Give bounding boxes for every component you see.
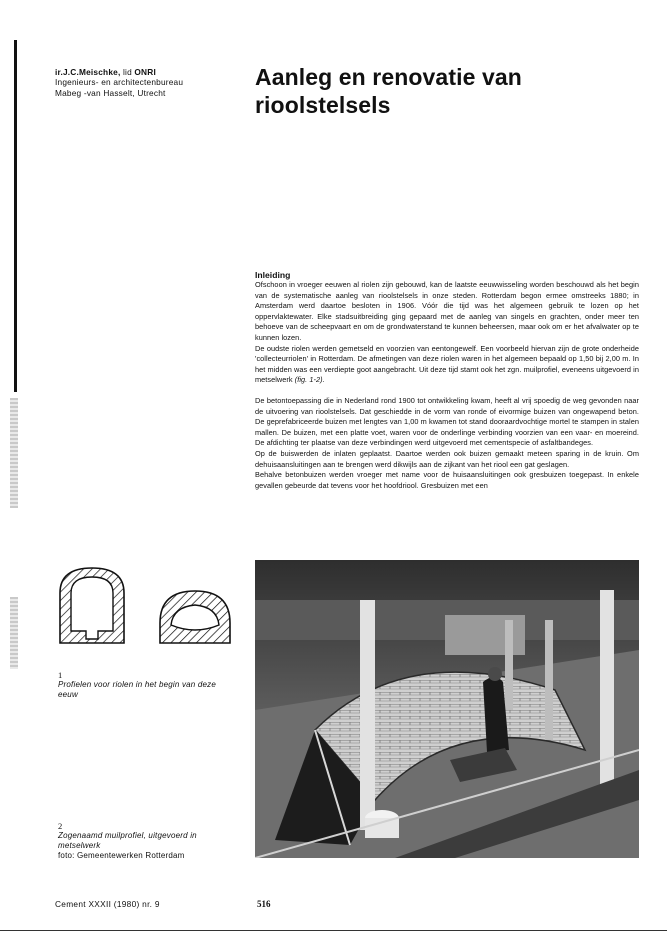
author-member: lid bbox=[122, 67, 132, 77]
author-org: ONRI bbox=[134, 67, 156, 77]
paragraph: Op de buiswerden de inlaten geplaatst. Daartoe werden ook buizen gemaakt meteen sparing in de kruin. Om dehuisaansluitingen aan te brengen werd dikwijls aan de zijkant van het riool een gat geslagen. bbox=[255, 448, 639, 469]
figure-1-caption bbox=[58, 670, 238, 700]
author-name: ir.J.C.Meischke, bbox=[55, 67, 121, 77]
margin-rule bbox=[14, 40, 17, 392]
section-heading: Inleiding bbox=[255, 270, 291, 280]
author-location: Mabeg -van Hasselt, Utrecht bbox=[55, 87, 166, 98]
figure-2-photo bbox=[255, 560, 639, 858]
figure-reference: (fig. 1-2). bbox=[294, 375, 325, 385]
mouth-profile-drawing bbox=[160, 591, 230, 643]
caption-text: Zogenaamd muilprofiel, uitgevoerd in metselwerk bbox=[58, 831, 197, 850]
caption-text: Profielen voor riolen in het begin van deze eeuw bbox=[58, 680, 217, 699]
paragraph: Behalve betonbuizen werden vroeger met name voor de huisaansluitingen ook gresbuizen toegepast. In enkele gevallen gebeurde dat tevens voor het hoofdriool. Gresbuizen met een bbox=[255, 470, 639, 490]
article-title: Aanleg en renovatie van rioolstelsels bbox=[255, 64, 522, 118]
scan-margin-mark bbox=[10, 398, 18, 508]
figure-1-profiles bbox=[55, 563, 235, 663]
journal-footer: Cement XXXII (1980) nr. 9 bbox=[55, 899, 160, 909]
paragraph: Ofschoon in vroeger eeuwen al riolen zijn gebouwd, kan de laatste eeuwwisseling worden beschouwd als het begin van de systematische aanleg van rioolstelsels in onze steden. Rotterdam begon ermee omstreeks 1880; in Amsterdam werd daartoe besloten in 1906. Vóór die tijd was het algemeen gebruik te lozen op het oppervlaktewater. Elke stadsuitbreiding ging gepaard met de aanleg van singels en grachten, onder meer ten behoeve van de scheepvaart en om de grondwaterstand te kunnen beheersen, maar ook om er het afvalwater op te kunnen lozen. bbox=[255, 280, 639, 342]
scan-margin-mark bbox=[10, 597, 18, 669]
paragraph: De oudste riolen werden gemetseld en voorzien van eentongewelf. Een voorbeeld hiervan zijn de grote onderheide 'collecteurriolen' in Rotterdam. De afmetingen van deze riolen waren in het algemeen bepaald op 1,50 bij 2,00 m. In het midden was een verdiepte goot aangebracht. Uit deze tijd stamt ook het zgn. muilprofiel, eveneens uitgevoerd in metselwerk (fig. 1-2). bbox=[255, 343, 639, 385]
egg-profile-drawing bbox=[60, 568, 124, 643]
paragraph: De betontoepassing die in Nederland rond 1900 tot ontwikkeling kwam, heeft al vrij spoedig de weg gevonden naar de uitvoering van rioolstelsels. Dat geschiedde in de vorm van ronde of eivormige buizen van ongewapend beton. De geprefabriceerde buizen met lengtes van 1,00 m kwamen tot stand dooraardvochtige mortel te stampen in stalen mallen. De buizen, met een platte voet, waren voor de onderlinge verbinding voorzien van een vaar- en moereind. De afdichting ter plaatse van deze verbindingen werd uitgevoerd met cementspecie of asfaltbandeges. bbox=[255, 395, 639, 448]
figure-number: 2 bbox=[58, 821, 63, 831]
author-affiliation: Ingenieurs- en architectenbureau bbox=[55, 77, 184, 88]
page-number: 516 bbox=[257, 899, 271, 909]
photo-credit: foto: Gemeentewerken Rotterdam bbox=[58, 851, 185, 860]
author-block bbox=[55, 67, 225, 98]
article-body bbox=[255, 280, 639, 491]
figure-number: 1 bbox=[58, 670, 63, 680]
bottom-rule bbox=[0, 930, 667, 931]
figure-2-caption bbox=[58, 821, 238, 861]
